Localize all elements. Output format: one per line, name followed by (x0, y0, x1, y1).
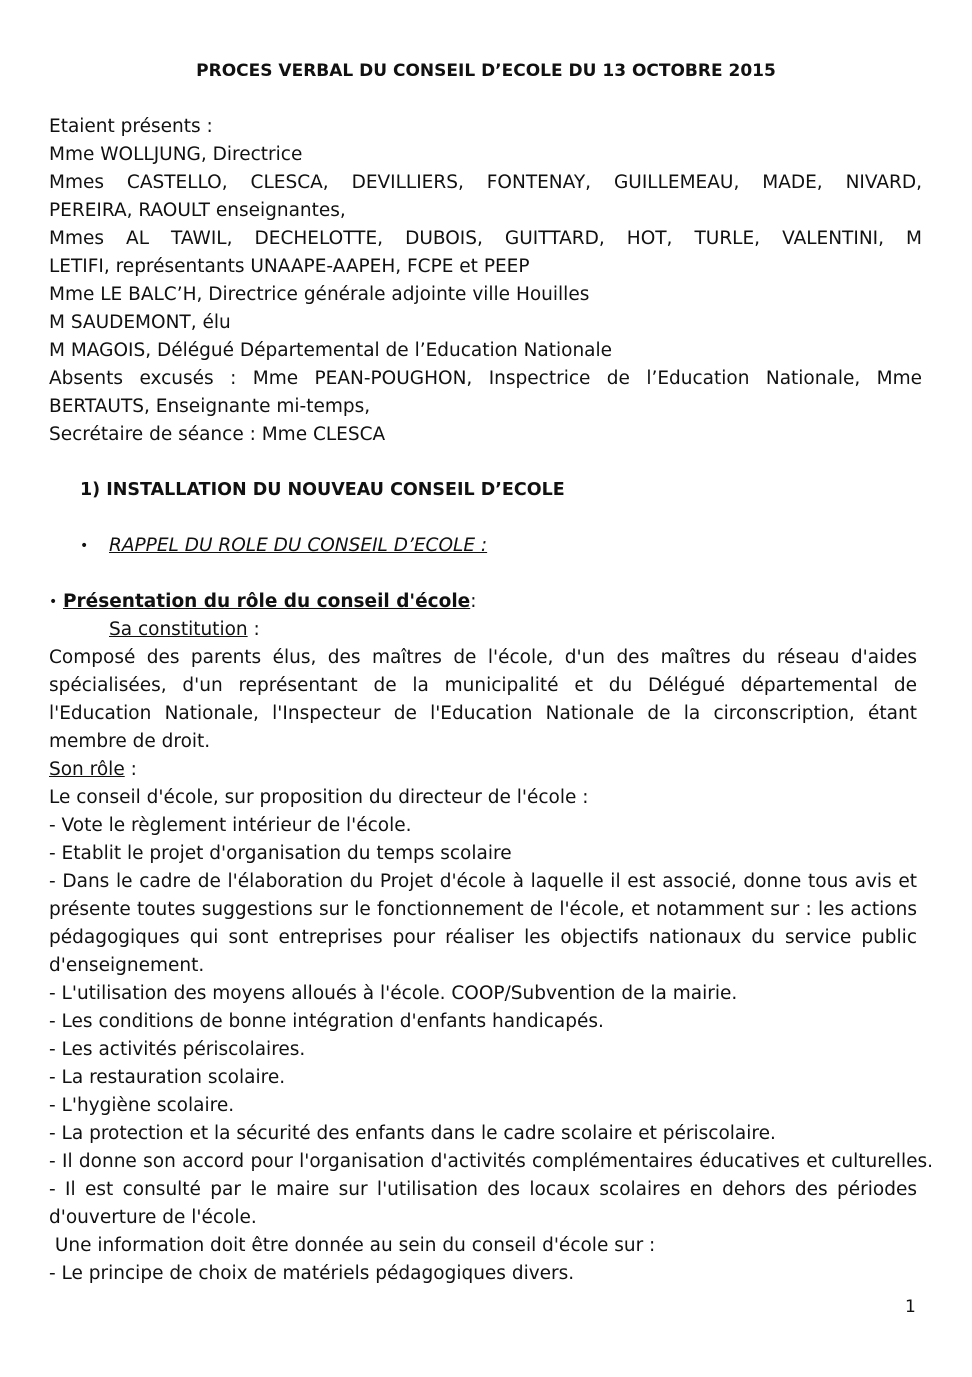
secretary-line: Secrétaire de séance : Mme CLESCA (49, 424, 386, 445)
bullet-icon: • (49, 594, 58, 610)
constitution-text: l'Education Nationale, l'Inspecteur de l'Education Nationale de la circonscription, étant (49, 703, 917, 724)
document-title: PROCES VERBAL DU CONSEIL D’ECOLE DU 13 OCTOBRE 2015 (196, 61, 776, 81)
role-item: - L'hygiène scolaire. (49, 1095, 235, 1116)
role-label: Son rôle (49, 759, 125, 780)
presentation-line (63, 588, 476, 616)
section-heading: 1) INSTALLATION DU NOUVEAU CONSEIL D’ECOLE (80, 480, 565, 500)
role-item: - Les activités périscolaires. (49, 1039, 306, 1060)
bullet-icon: • (80, 538, 89, 554)
role-colon: : (124, 759, 137, 780)
presentation-colon: : (470, 591, 477, 612)
absents-line: BERTAUTS, Enseignante mi-temps, (49, 396, 371, 417)
role-item: - Il est consulté par le maire sur l'utilisation des locaux scolaires en dehors des périodes (49, 1179, 917, 1200)
role-item: d'ouverture de l'école. (49, 1207, 257, 1228)
attendance-line: PEREIRA, RAOULT enseignantes, (49, 200, 346, 221)
constitution-label: Sa constitution (109, 619, 248, 640)
constitution-text: membre de droit. (49, 731, 211, 752)
presentation-label: Présentation du rôle du conseil d'école (63, 591, 471, 612)
page-number: 1 (905, 1297, 916, 1317)
role-item: pédagogiques qui sont entreprises pour réaliser les objectifs nationaux du service public (49, 927, 917, 948)
attendance-heading: Etaient présents : (49, 116, 213, 137)
info-intro: Une information doit être donnée au sein du conseil d'école sur : (49, 1235, 656, 1256)
role-item: d'enseignement. (49, 955, 205, 976)
role-item: - Il donne son accord pour l'organisation d'activités complémentaires éducatives et culturelles. (49, 1151, 933, 1172)
attendance-line: LETIFI, représentants UNAAPE-AAPEH, FCPE et PEEP (49, 256, 530, 277)
info-item: - Le principe de choix de matériels pédagogiques divers. (49, 1263, 575, 1284)
attendance-line: M SAUDEMONT, élu (49, 312, 231, 333)
rappel-heading: RAPPEL DU ROLE DU CONSEIL D’ECOLE : (109, 535, 488, 556)
role-item: - Les conditions de bonne intégration d'enfants handicapés. (49, 1011, 604, 1032)
role-item: présente toutes suggestions sur le fonctionnement de l'école, et notamment sur : les actions (49, 899, 917, 920)
constitution-colon: : (247, 619, 260, 640)
constitution-text: Composé des parents élus, des maîtres de l'école, d'un des maîtres du réseau d'aides (49, 647, 917, 668)
role-item: - La protection et la sécurité des enfants dans le cadre scolaire et périscolaire. (49, 1123, 776, 1144)
role-item: - Vote le règlement intérieur de l'école. (49, 815, 412, 836)
constitution-label-line (109, 616, 260, 644)
attendance-line: Mme WOLLJUNG, Directrice (49, 144, 303, 165)
absents-line: Absents excusés : Mme PEAN-POUGHON, Inspectrice de l’Education Nationale, Mme (49, 368, 922, 389)
role-intro: Le conseil d'école, sur proposition du directeur de l'école : (49, 787, 589, 808)
role-item: - L'utilisation des moyens alloués à l'école. COOP/Subvention de la mairie. (49, 983, 738, 1004)
attendance-line: Mmes AL TAWIL, DECHELOTTE, DUBOIS, GUITTARD, HOT, TURLE, VALENTINI, M (49, 228, 922, 249)
role-label-line (49, 756, 137, 784)
attendance-line: M MAGOIS, Délégué Départemental de l’Education Nationale (49, 340, 613, 361)
role-item: - La restauration scolaire. (49, 1067, 286, 1088)
role-item: - Dans le cadre de l'élaboration du Projet d'école à laquelle il est associé, donne tous avis et (49, 871, 917, 892)
constitution-text: spécialisées, d'un représentant de la municipalité et du Délégué départemental de (49, 675, 917, 696)
attendance-line: Mmes CASTELLO, CLESCA, DEVILLIERS, FONTENAY, GUILLEMEAU, MADE, NIVARD, (49, 172, 922, 193)
attendance-line: Mme LE BALC’H, Directrice générale adjointe ville Houilles (49, 284, 590, 305)
role-item: - Etablit le projet d'organisation du temps scolaire (49, 843, 512, 864)
